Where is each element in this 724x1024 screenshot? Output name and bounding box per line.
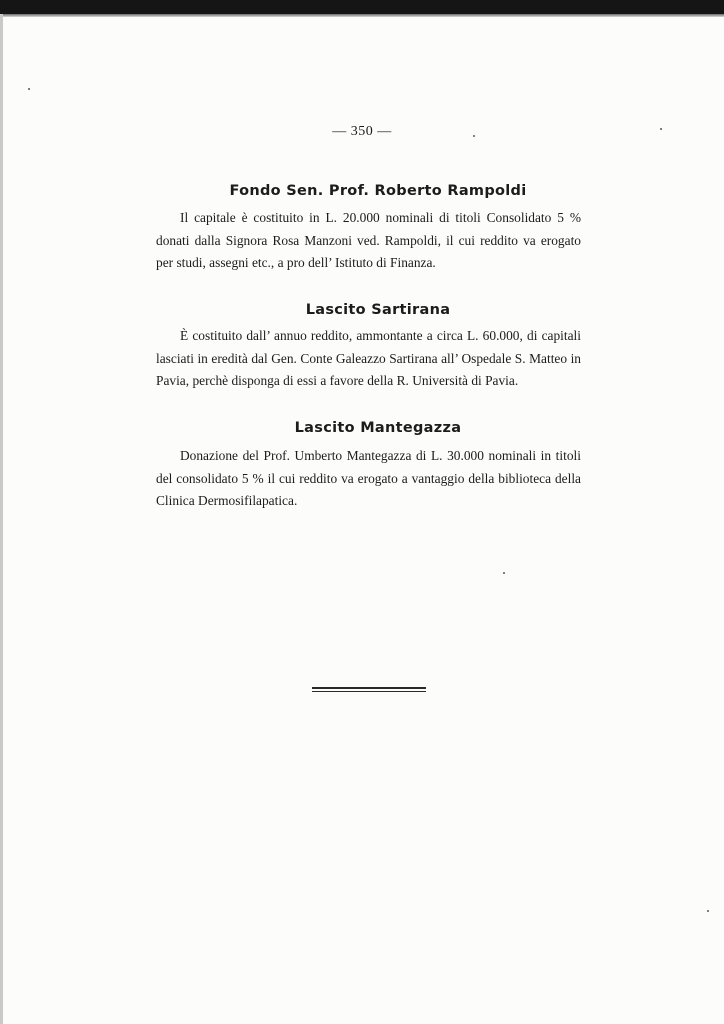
scan-speck bbox=[707, 910, 709, 912]
section-text-mantegazza: Donazione del Prof. Umberto Mantegazza di L. 30.000 nominali in titoli del consolidato 5 % il cui reddito va erogato a vantaggio della biblioteca della Clinica Dermosifilapatica. bbox=[156, 448, 581, 508]
section-title-mantegazza: Lascito Mantegazza bbox=[294, 420, 462, 436]
page-number: — 350 — bbox=[332, 124, 392, 139]
section-text-rampoldi: Il capitale è costituito in L. 20.000 nominali di titoli Consolidato 5 % donati dalla Signora Rosa Manzoni ved. Rampoldi, il cui reddito va erogato per studi, assegni etc., a pro dell’ Istituto di Finanza. bbox=[156, 210, 581, 270]
section-title-sartirana: Lascito Sartirana bbox=[305, 302, 451, 318]
scan-top-shadow bbox=[0, 14, 724, 17]
closing-rule-thick bbox=[312, 687, 426, 689]
closing-rule-thin bbox=[312, 691, 426, 692]
scan-top-border bbox=[0, 0, 724, 14]
section-title-rampoldi: Fondo Sen. Prof. Roberto Rampoldi bbox=[229, 183, 527, 199]
scan-left-border bbox=[0, 14, 3, 1024]
scan-speck bbox=[503, 572, 505, 574]
scan-speck bbox=[473, 135, 475, 137]
scan-speck bbox=[660, 128, 662, 130]
scan-speck bbox=[28, 88, 30, 90]
section-text-sartirana: È costituito dall’ annuo reddito, ammontante a circa L. 60.000, di capitali lasciati in eredità dal Gen. Conte Galeazzo Sartirana all’ Ospedale S. Matteo in Pavia, perchè disponga di essi a favore della R. Università di Pavia. bbox=[156, 328, 581, 388]
